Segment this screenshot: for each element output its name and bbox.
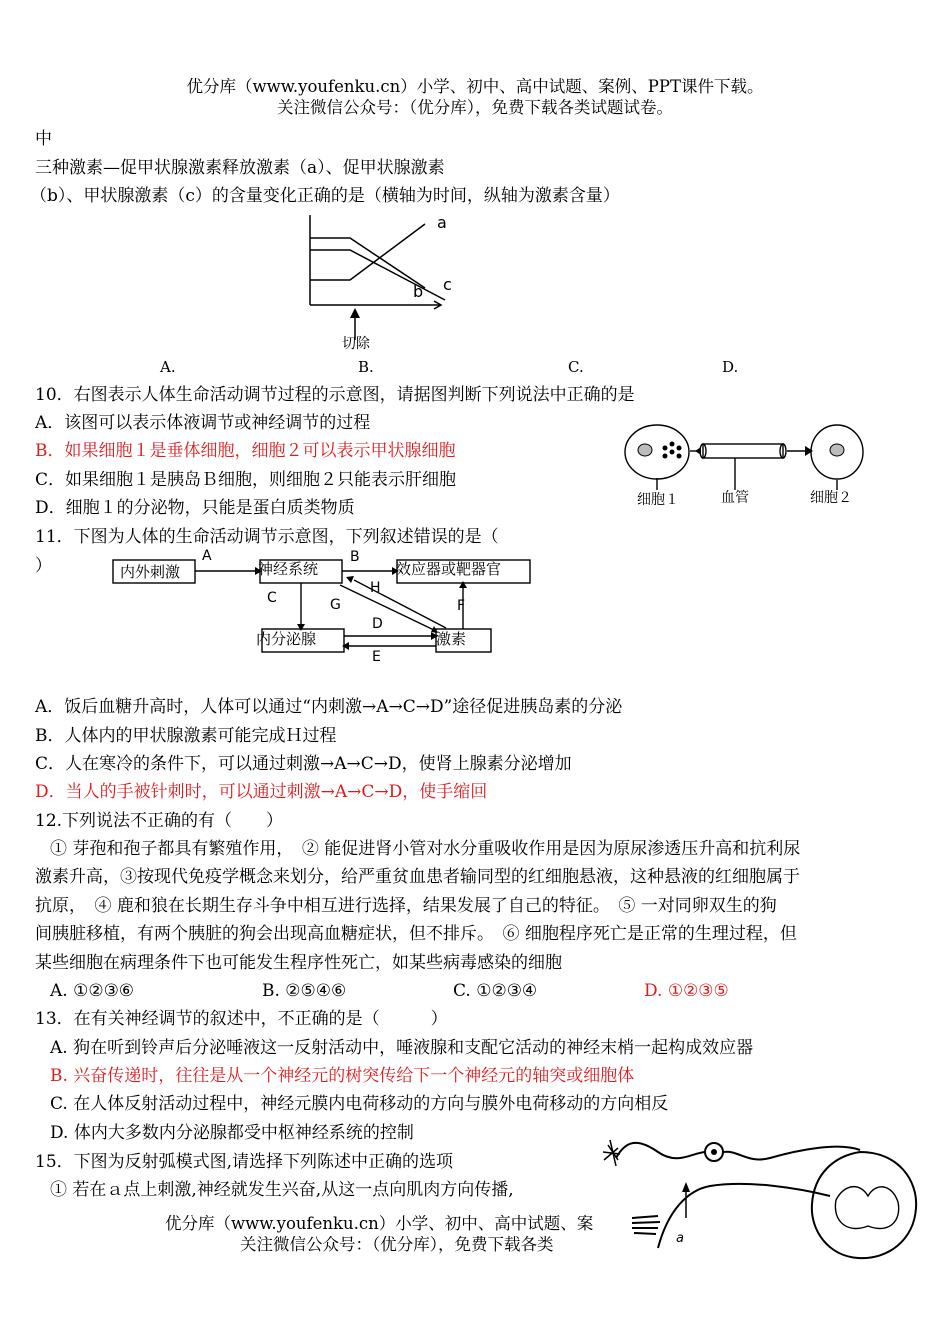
q10-option-c: C．如果细胞１是胰岛Ｂ细胞，则细胞２只能表示肝细胞 [35,470,457,490]
label-hormone: 激素 [436,630,467,648]
muscle-icon [632,1216,660,1234]
q9-stem-line-1: 三种激素—促甲状腺激素释放激素（a）、促甲状腺激素 [35,158,445,178]
q15-reflex-arc-diagram [598,1130,928,1260]
q11-regulation-diagram [100,540,540,670]
header-line-1: 优分库（www.youfenku.cn）小学、初中、高中试题、案例、PPT课件下载。 [186,77,764,96]
q13-option-d: D. 体内大多数内分泌腺都受中枢神经系统的控制 [50,1123,414,1143]
arrow-label-b: B [350,549,360,565]
q9-option-d: D. [722,358,739,376]
footer-line-1: 优分库（www.youfenku.cn）小学、初中、高中试题、案 [165,1214,594,1233]
curve-c [310,250,445,300]
q9-option-a: A. [160,358,176,376]
q9-option-b: B. [358,358,374,376]
spinal-cord [812,1152,916,1258]
vessel-label: 血管 [721,490,749,506]
curve-a [310,224,425,280]
q10-option-a: A．该图可以表示体液调节或神经调节的过程 [35,413,371,433]
label-stimulus: 内外刺激 [120,563,181,581]
q12-stem: 12.下列说法不正确的有（ ） [35,811,284,831]
label-b: b [413,282,424,301]
header-line-2: 关注微信公众号：（优分库），免费下载各类试题试卷。 [277,98,673,117]
arrow-label-h: H [370,580,381,596]
arrow-label-e: E [372,649,381,665]
q12-option-d: D. ①②③⑤ [644,981,729,1001]
q9-hormone-chart [300,210,470,360]
q10-cell-diagram [615,420,875,515]
label-endocrine: 内分泌腺 [256,630,317,648]
q13-option-c: C. 在人体反射活动过程中，神经元膜内电荷移动的方向与膜外电荷移动的方向相反 [50,1094,669,1114]
q10-option-b: B．如果细胞１是垂体细胞，细胞２可以表示甲状腺细胞 [35,441,456,461]
cell-2-nucleus [830,444,844,456]
q13-stem: 13．在有关神经调节的叙述中，不正确的是（ ） [35,1009,448,1029]
q9-option-c: C. [568,358,584,376]
receptor-icon [603,1140,620,1166]
q11-stem: 11．下图为人体的生命活动调节示意图，下列叙述错误的是（ [35,527,499,547]
secretion-granules [663,442,682,459]
q10-option-d: D．细胞１的分泌物，只能是蛋白质类物质 [35,498,355,518]
cell-1 [625,425,689,479]
arrow-label-g: G [330,597,341,613]
point-a-label: a [676,1231,684,1246]
q13-option-a: A. 狗在听到铃声后分泌唾液这一反射活动中，唾液腺和支配它活动的神经末梢一起构成效应器 [50,1038,754,1058]
label-c: c [443,275,452,294]
label-effector: 效应器或靶器官 [396,560,502,578]
q9-fragment: 中 [35,129,52,149]
q9-stem-line-2: （b）、甲状腺激素（c）的含量变化正确的是（横轴为时间，纵轴为激素含量） [30,186,620,206]
cut-label: 切除 [342,336,370,352]
cut-arrow-head [350,308,360,318]
q11-stem-paren: ） [35,556,52,576]
q12-option-c: C. ①②③④ [453,981,538,1001]
q15-stem: 15．下图为反射弧模式图,请选择下列陈述中正确的选项 [35,1152,454,1172]
cell-1-nucleus [638,444,652,456]
q15-statement-1: ① 若在ａ点上刺激,神经就发生兴奋,从这一点向肌肉方向传播, [50,1180,514,1200]
label-nervous: 神经系统 [258,560,319,578]
footer-line-2: 关注微信公众号：（优分库），免费下载各类 [240,1235,554,1254]
arrow-label-f: F [457,598,466,614]
label-a: a [437,213,447,232]
q12-para-line-5: 某些细胞在病理条件下也可能发生程序性死亡，如某些病毒感染的细胞 [35,953,562,973]
q12-para-line-3: 抗原， ④ 鹿和狼在长期生存斗争中相互进行选择，结果发展了自己的特征。 ⑤ 一对同卵双生的狗 [35,896,777,916]
q10-stem: 10．右图表示人体生命活动调节过程的示意图，请据图判断下列说法中正确的是 [35,385,635,405]
q12-option-a: A. ①②③⑥ [50,981,135,1001]
sensory-neuron-1 [616,1143,706,1158]
arrow-label-a: A [202,548,212,564]
q12-para-line-1: ① 芽孢和孢子都具有繁殖作用， ② 能促进肾小管对水分重吸收作用是因为原尿渗透压升高和抗利尿 [50,839,801,859]
blood-vessel [703,444,783,458]
cell-2-label: 细胞２ [810,490,852,506]
q12-para-line-4: 间胰脏移植，有两个胰脏的狗会出现高血糖症状，但不排斥。 ⑥ 细胞程序死亡是正常的生理过程，但 [35,924,797,944]
cell-1-label: 细胞１ [637,492,679,508]
q12-option-b: B. ②⑤④⑥ [262,981,347,1001]
q11-option-d: D．当人的手被针刺时，可以通过刺激→A→C→D，使手缩回 [35,782,488,802]
q11-option-a: A．饭后血糖升高时，人体可以通过“内刺激→A→C→D”途径促进胰岛素的分泌 [35,697,623,717]
gray-matter [835,1187,898,1229]
arrow-label-c: C [267,590,277,606]
q11-option-b: B．人体内的甲状腺激素可能完成Ｈ过程 [35,726,337,746]
q13-option-b: B. 兴奋传递时，往往是从一个神经元的树突传给下一个神经元的轴突或细胞体 [50,1066,635,1086]
q11-option-c: C．人在寒冷的条件下，可以通过刺激→A→C→D，使肾上腺素分泌增加 [35,754,572,774]
arrow-label-d: D [372,616,383,632]
q12-para-line-2: 激素升高，③按现代免疫学概念来划分，给严重贫血患者输同型的红细胞悬液，这种悬液的红细胞属于 [35,867,800,887]
